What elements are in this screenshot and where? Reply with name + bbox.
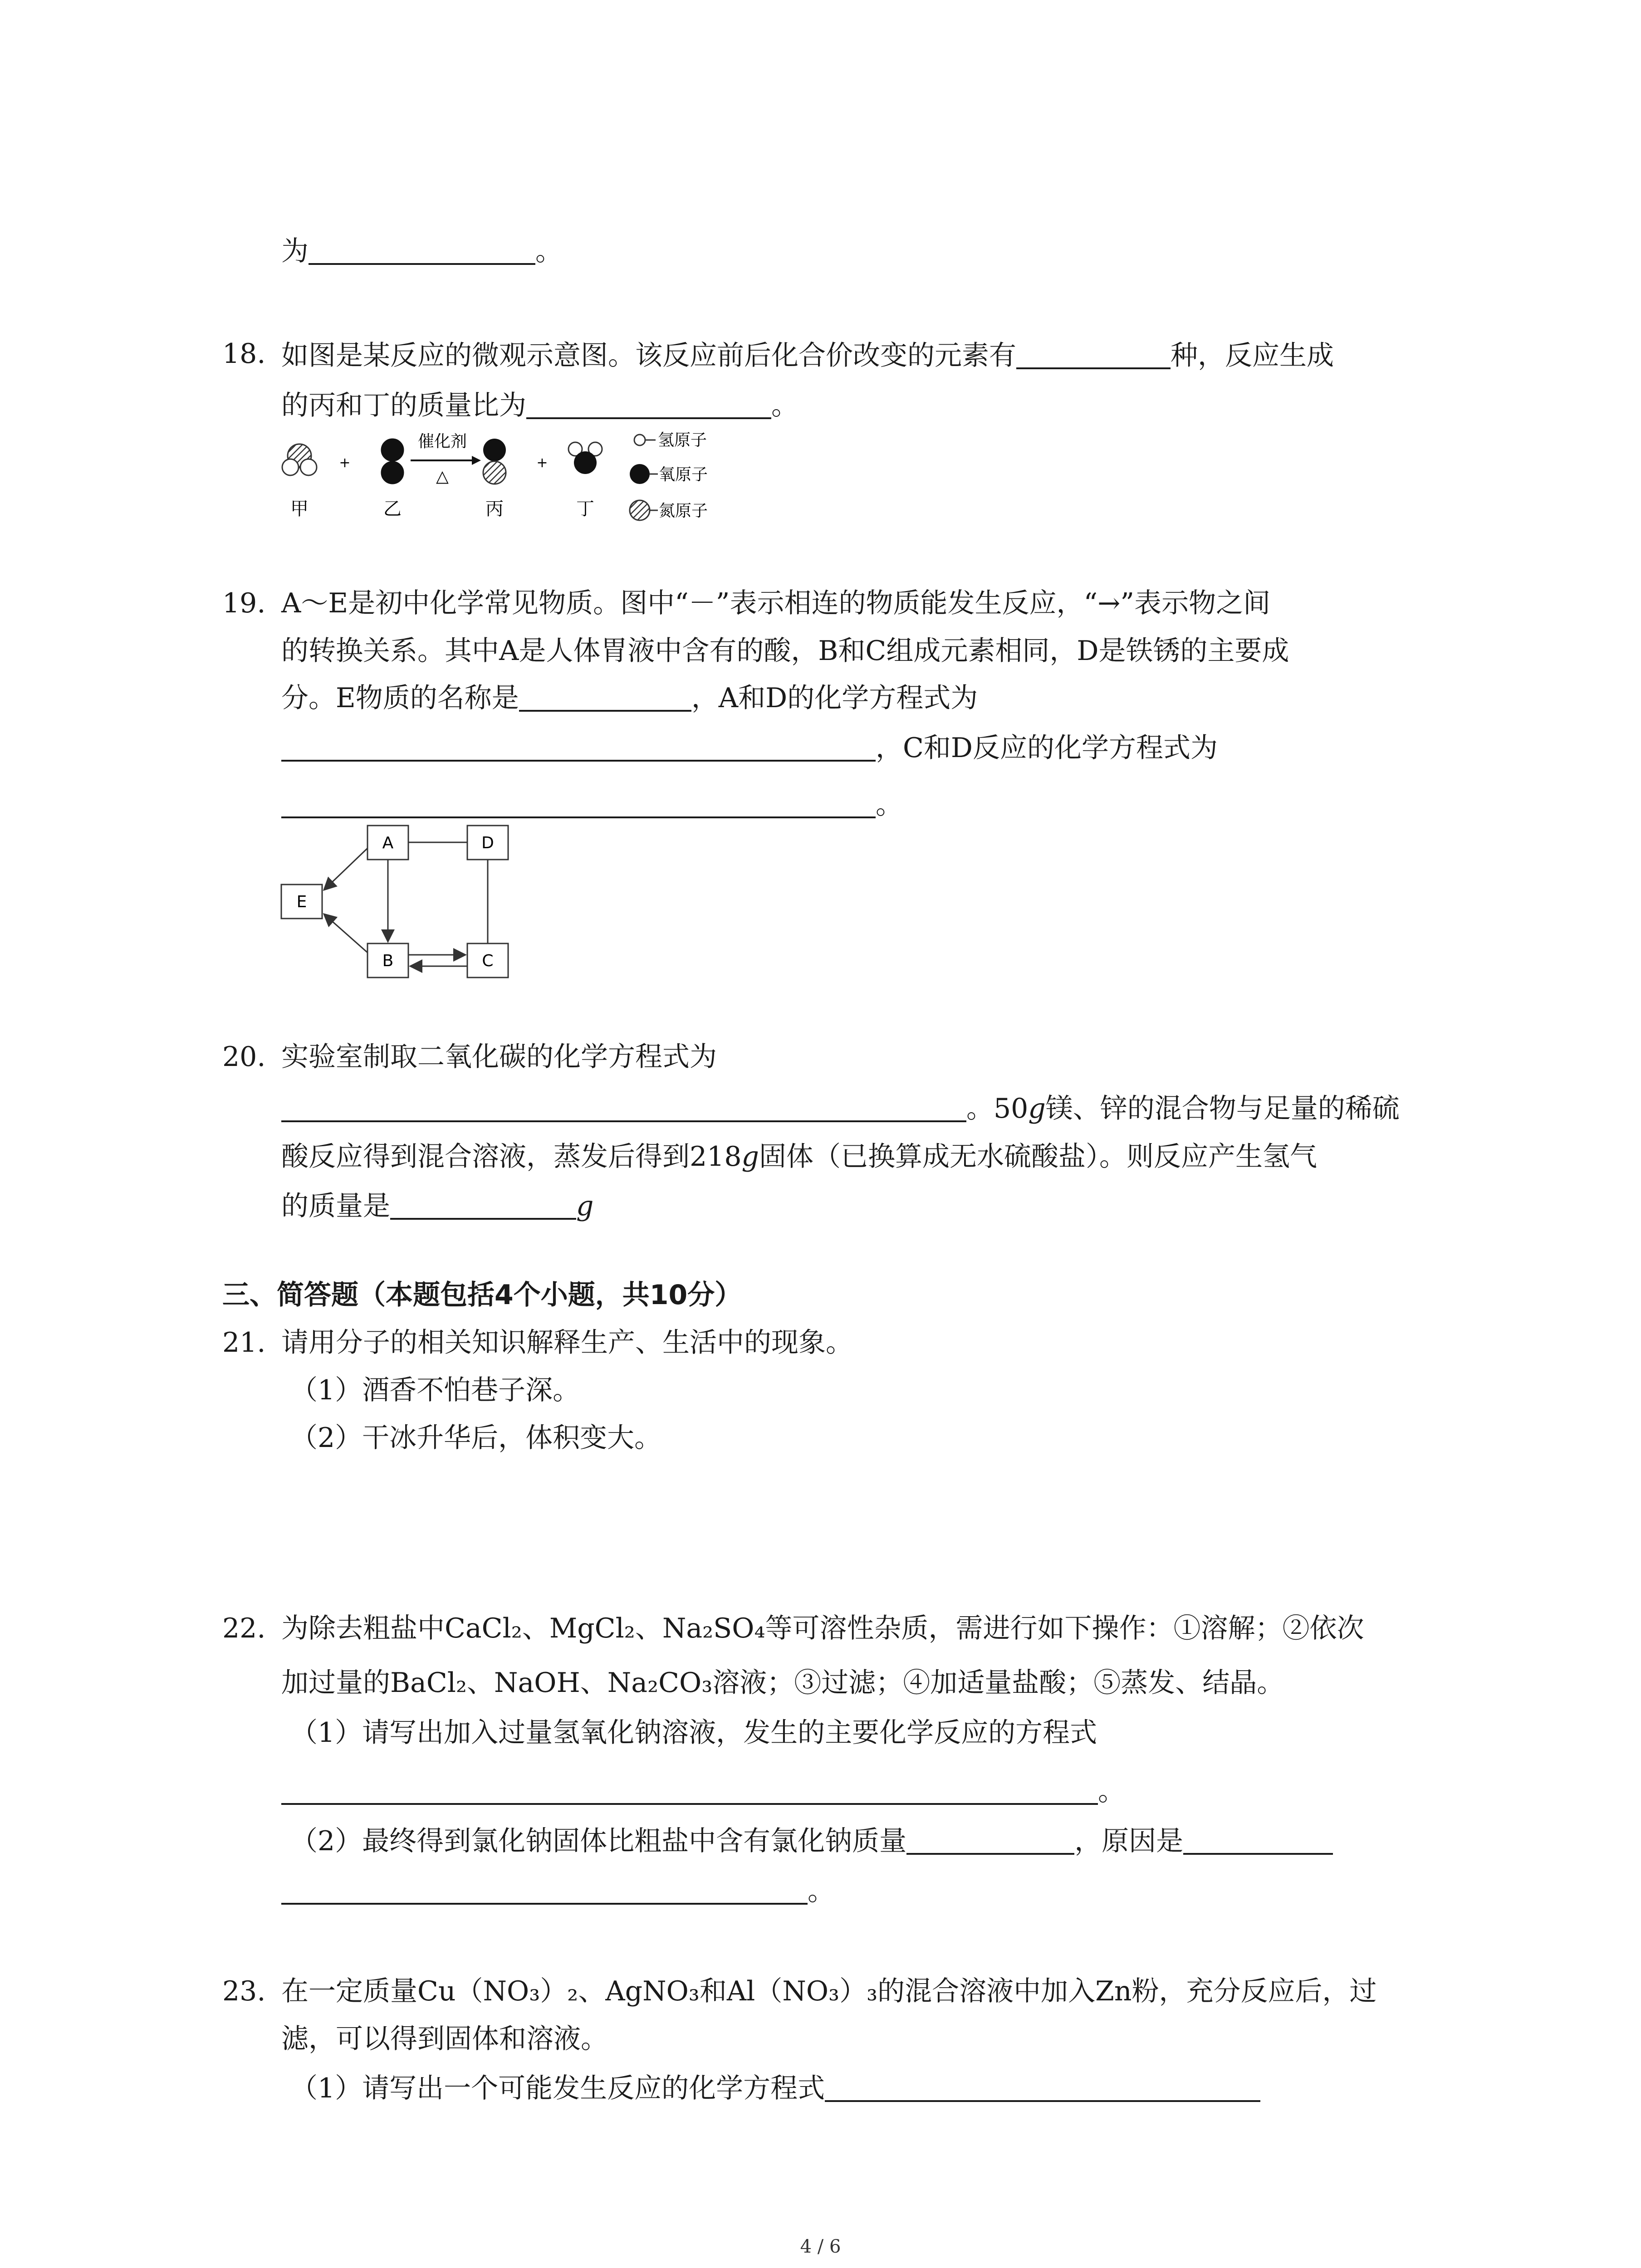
answer-blank[interactable] — [1016, 340, 1171, 369]
plus-sign: + — [339, 455, 351, 471]
molecule-yi — [381, 439, 404, 484]
answer-blank[interactable] — [281, 733, 876, 762]
svg-text:E: E — [296, 893, 307, 911]
answer-blank[interactable] — [1183, 1826, 1333, 1855]
answer-blank[interactable] — [825, 2073, 1260, 2102]
molecule-jia — [282, 444, 317, 475]
question-text: 在一定质量Cu（NO₃）₂、AgNO₃和Al（NO₃）₃的混合溶液中加入Zn粉，充分反应后，过 — [281, 1975, 1377, 2007]
label-jia: 甲 — [290, 499, 309, 519]
answer-blank[interactable] — [519, 683, 691, 712]
substance-relation-diagram — [277, 821, 526, 989]
legend-nitrogen: 氮原子 — [659, 502, 708, 520]
question-text: A～E是初中化学常见物质。图中“－”表示相连的物质能发生反应，“→”表示物之间 — [281, 587, 1271, 619]
question-text: 的转换关系。其中A是人体胃液中含有的酸，B和C组成元素相同，D是铁锈的主要成 — [281, 635, 1289, 667]
molecule-ding — [568, 442, 602, 474]
answer-blank[interactable] — [526, 390, 771, 419]
sub-question: （1）请写出一个可能发生反应的化学方程式 — [290, 2073, 1260, 2102]
label-bing: 丙 — [485, 499, 504, 519]
question-text: 酸反应得到混合溶液，蒸发后得到218g固体（已换算成无水硫酸盐）。则反应产生氢气 — [281, 1141, 1317, 1173]
question-text: 的丙和丁的质量比为 。 — [281, 390, 798, 421]
answer-blank[interactable] — [309, 236, 535, 265]
plus-sign: + — [536, 455, 548, 471]
svg-text:A: A — [382, 834, 394, 852]
answer-blank[interactable] — [281, 789, 876, 818]
question-text: ，C和D反应的化学方程式为 — [281, 733, 1218, 762]
question-text: 实验室制取二氧化碳的化学方程式为 — [281, 1041, 717, 1073]
question-text: 分。E物质的名称是 ，A和D的化学方程式为 — [281, 682, 978, 714]
question-number: 19. — [222, 587, 266, 619]
sub-question: （2）干冰升华后，体积变大。 — [290, 1422, 662, 1454]
answer-blank[interactable] — [281, 1093, 966, 1122]
question-number: 22. — [222, 1613, 266, 1644]
svg-text:B: B — [382, 952, 394, 970]
label-ding: 丁 — [576, 499, 594, 519]
question-text: 的质量是 g — [281, 1190, 594, 1222]
answer-line-top: 为 。 — [281, 235, 563, 267]
section-heading: 三、简答题（本题包括4个小题，共10分） — [222, 1279, 742, 1311]
question-text: 如图是某反应的微观示意图。该反应前后化合价改变的元素有 种，反应生成 — [281, 340, 1334, 371]
page-number: 4 / 6 — [800, 2236, 841, 2257]
answer-blank[interactable] — [281, 1776, 1098, 1805]
question-number: 21. — [222, 1327, 266, 1359]
question-text: 。50g镁、锌的混合物与足量的稀硫 — [281, 1093, 1400, 1122]
sub-question: （1）酒香不怕巷子深。 — [290, 1374, 580, 1406]
sub-question: （1）请写出加入过量氢氧化钠溶液，发生的主要化学反应的方程式 — [290, 1717, 1097, 1749]
catalyst-label: 催化剂 — [417, 432, 467, 451]
question-text: 滤，可以得到固体和溶液。 — [281, 2023, 608, 2055]
question-number: 18. — [222, 338, 266, 370]
reaction-micro-diagram — [277, 431, 758, 535]
question-number: 20. — [222, 1041, 266, 1073]
legend-hydrogen: 氢原子 — [658, 431, 707, 450]
question-text: 。 — [281, 789, 903, 818]
legend-oxygen: 氧原子 — [659, 465, 708, 484]
answer-blank[interactable] — [906, 1826, 1074, 1855]
answer-blank[interactable] — [281, 1876, 808, 1905]
question-text: 。 — [281, 1776, 1125, 1805]
label-yi: 乙 — [383, 499, 402, 519]
answer-blank[interactable] — [390, 1191, 576, 1220]
legend — [630, 431, 708, 520]
molecule-bing — [483, 439, 506, 484]
svg-text:D: D — [481, 834, 494, 852]
question-text: 为除去粗盐中CaCl₂、MgCl₂、Na₂SO₄等可溶性杂质，需进行如下操作：①溶解；②依次 — [281, 1613, 1364, 1644]
heat-symbol: △ — [436, 467, 449, 486]
question-text: 请用分子的相关知识解释生产、生活中的现象。 — [281, 1327, 853, 1359]
sub-question: （2）最终得到氯化钠固体比粗盐中含有氯化钠质量 ，原因是 — [290, 1826, 1333, 1855]
question-text: 。 — [281, 1876, 835, 1905]
question-text: 加过量的BaCl₂、NaOH、Na₂CO₃溶液；③过滤；④加适量盐酸；⑤蒸发、结晶。 — [281, 1667, 1284, 1699]
svg-text:C: C — [482, 952, 494, 970]
question-number: 23. — [222, 1975, 266, 2007]
